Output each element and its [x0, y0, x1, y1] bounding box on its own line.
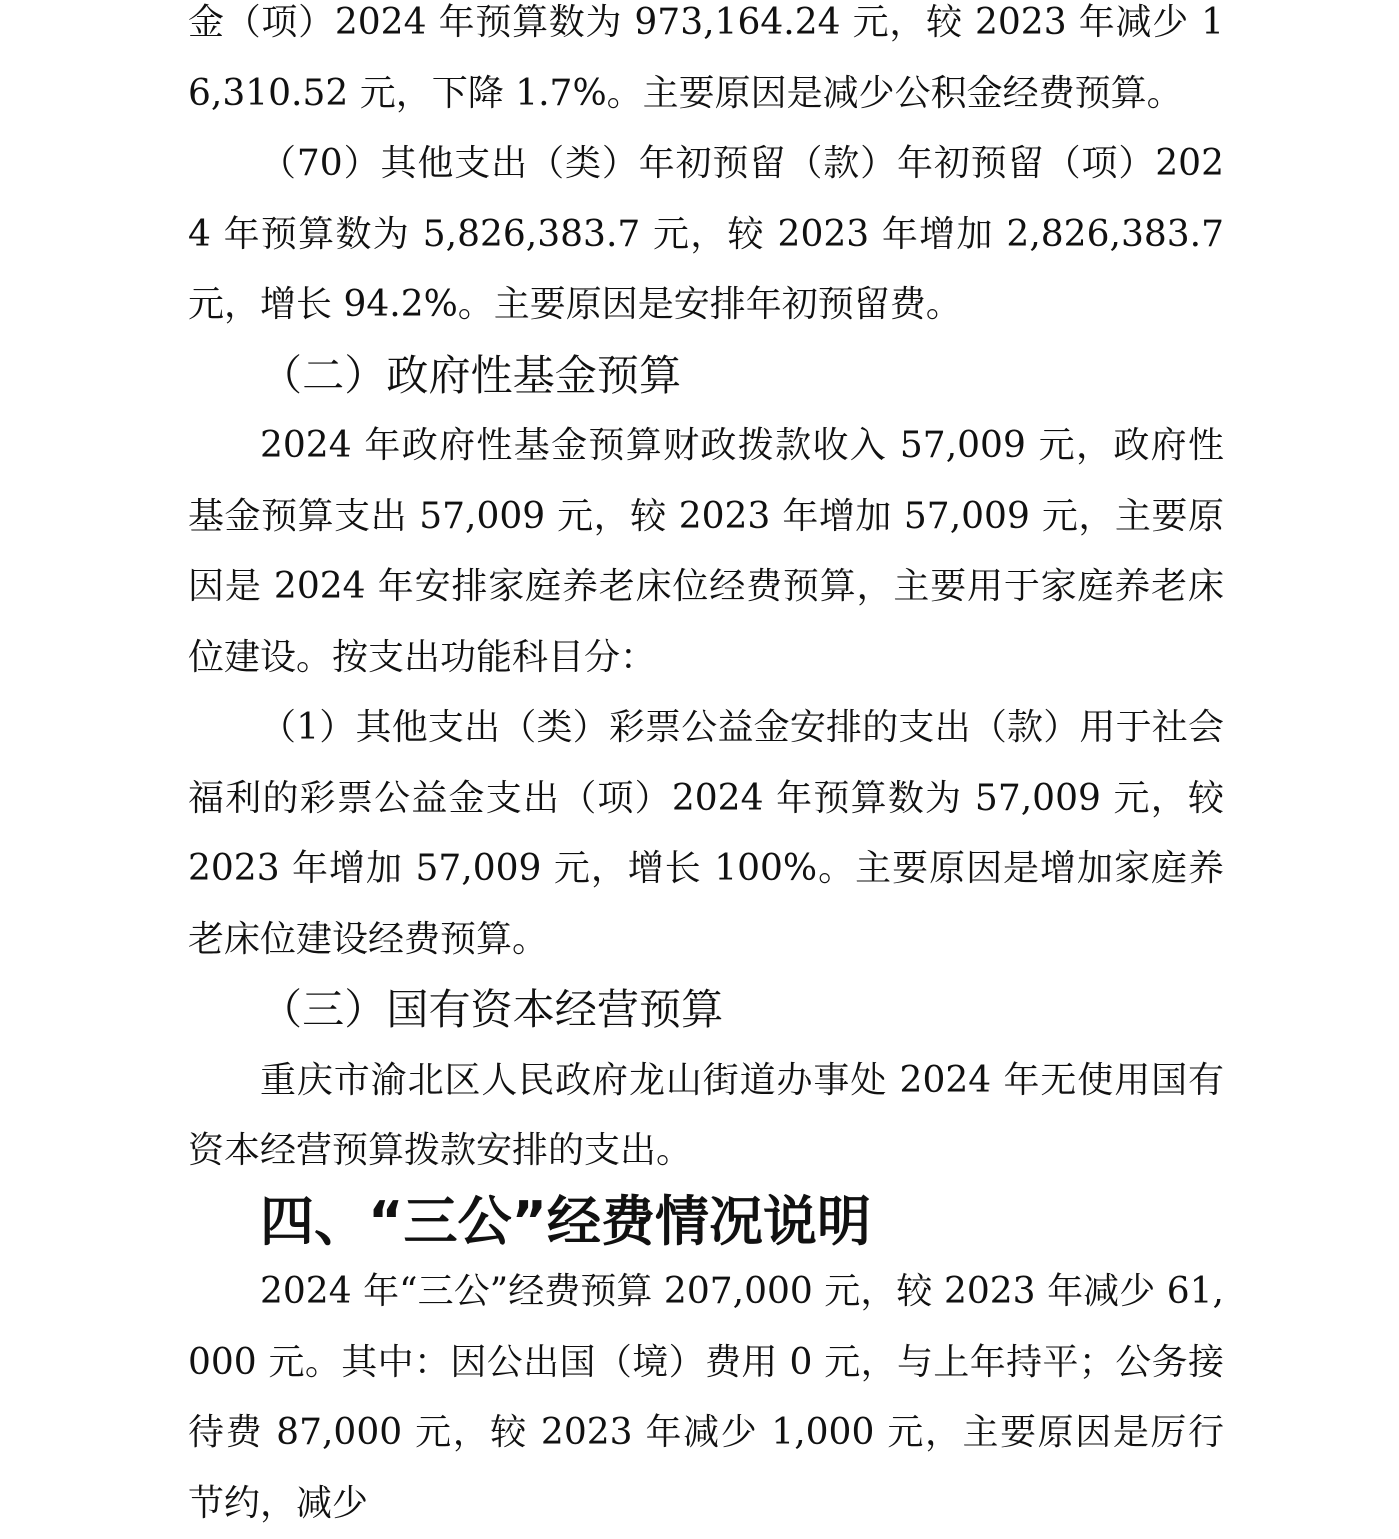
- paragraph-housing-fund-budget: 金（项）2024 年预算数为 973,164.24 元，较 2023 年减少 16,310.52 元，下降 1.7%。主要原因是减少公积金经费预算。: [188, 2, 1224, 114]
- paragraph-government-fund-budget: 2024 年政府性基金预算财政拨款收入 57,009 元，政府性基金预算支出 57,009 元，较 2023 年增加 57,009 元，主要原因是 2024 年安排家庭养老床位经费预算，主要用于家庭养老床位建设。按支出功能科目分：: [188, 425, 1224, 678]
- document-page: [188, 0, 1224, 1539]
- heading-three-public-expenses: 四、“三公”经费情况说明: [260, 1189, 871, 1253]
- paragraph-state-capital-budget: 重庆市渝北区人民政府龙山街道办事处 2024 年无使用国有资本经营预算拨款安排的支出。: [188, 1059, 1224, 1171]
- paragraph-three-public-expenses: 2024 年“三公”经费预算 207,000 元，较 2023 年减少 61,000 元。其中：因公出国（境）费用 0 元，与上年持平；公务接待费 87,000 元，较 2023 年减少 1,000 元，主要原因是厉行节约，减少: [188, 1271, 1224, 1524]
- heading-government-fund-budget: （二）政府性基金预算: [260, 350, 682, 400]
- heading-state-capital-budget: （三）国有资本经营预算: [260, 985, 724, 1034]
- paragraph-lottery-fund-expenditure: （1）其他支出（类）彩票公益金安排的支出（款）用于社会福利的彩票公益金支出（项）2024 年预算数为 57,009 元，较 2023 年增加 57,009 元，增长 100%。主要原因是增加家庭养老床位建设经费预算。: [188, 707, 1224, 960]
- paragraph-reserve-budget: （70）其他支出（类）年初预留（款）年初预留（项）2024 年预算数为 5,826,383.7 元，较 2023 年增加 2,826,383.7 元，增长 94.2%。主要原因是安排年初预留费。: [188, 143, 1224, 325]
